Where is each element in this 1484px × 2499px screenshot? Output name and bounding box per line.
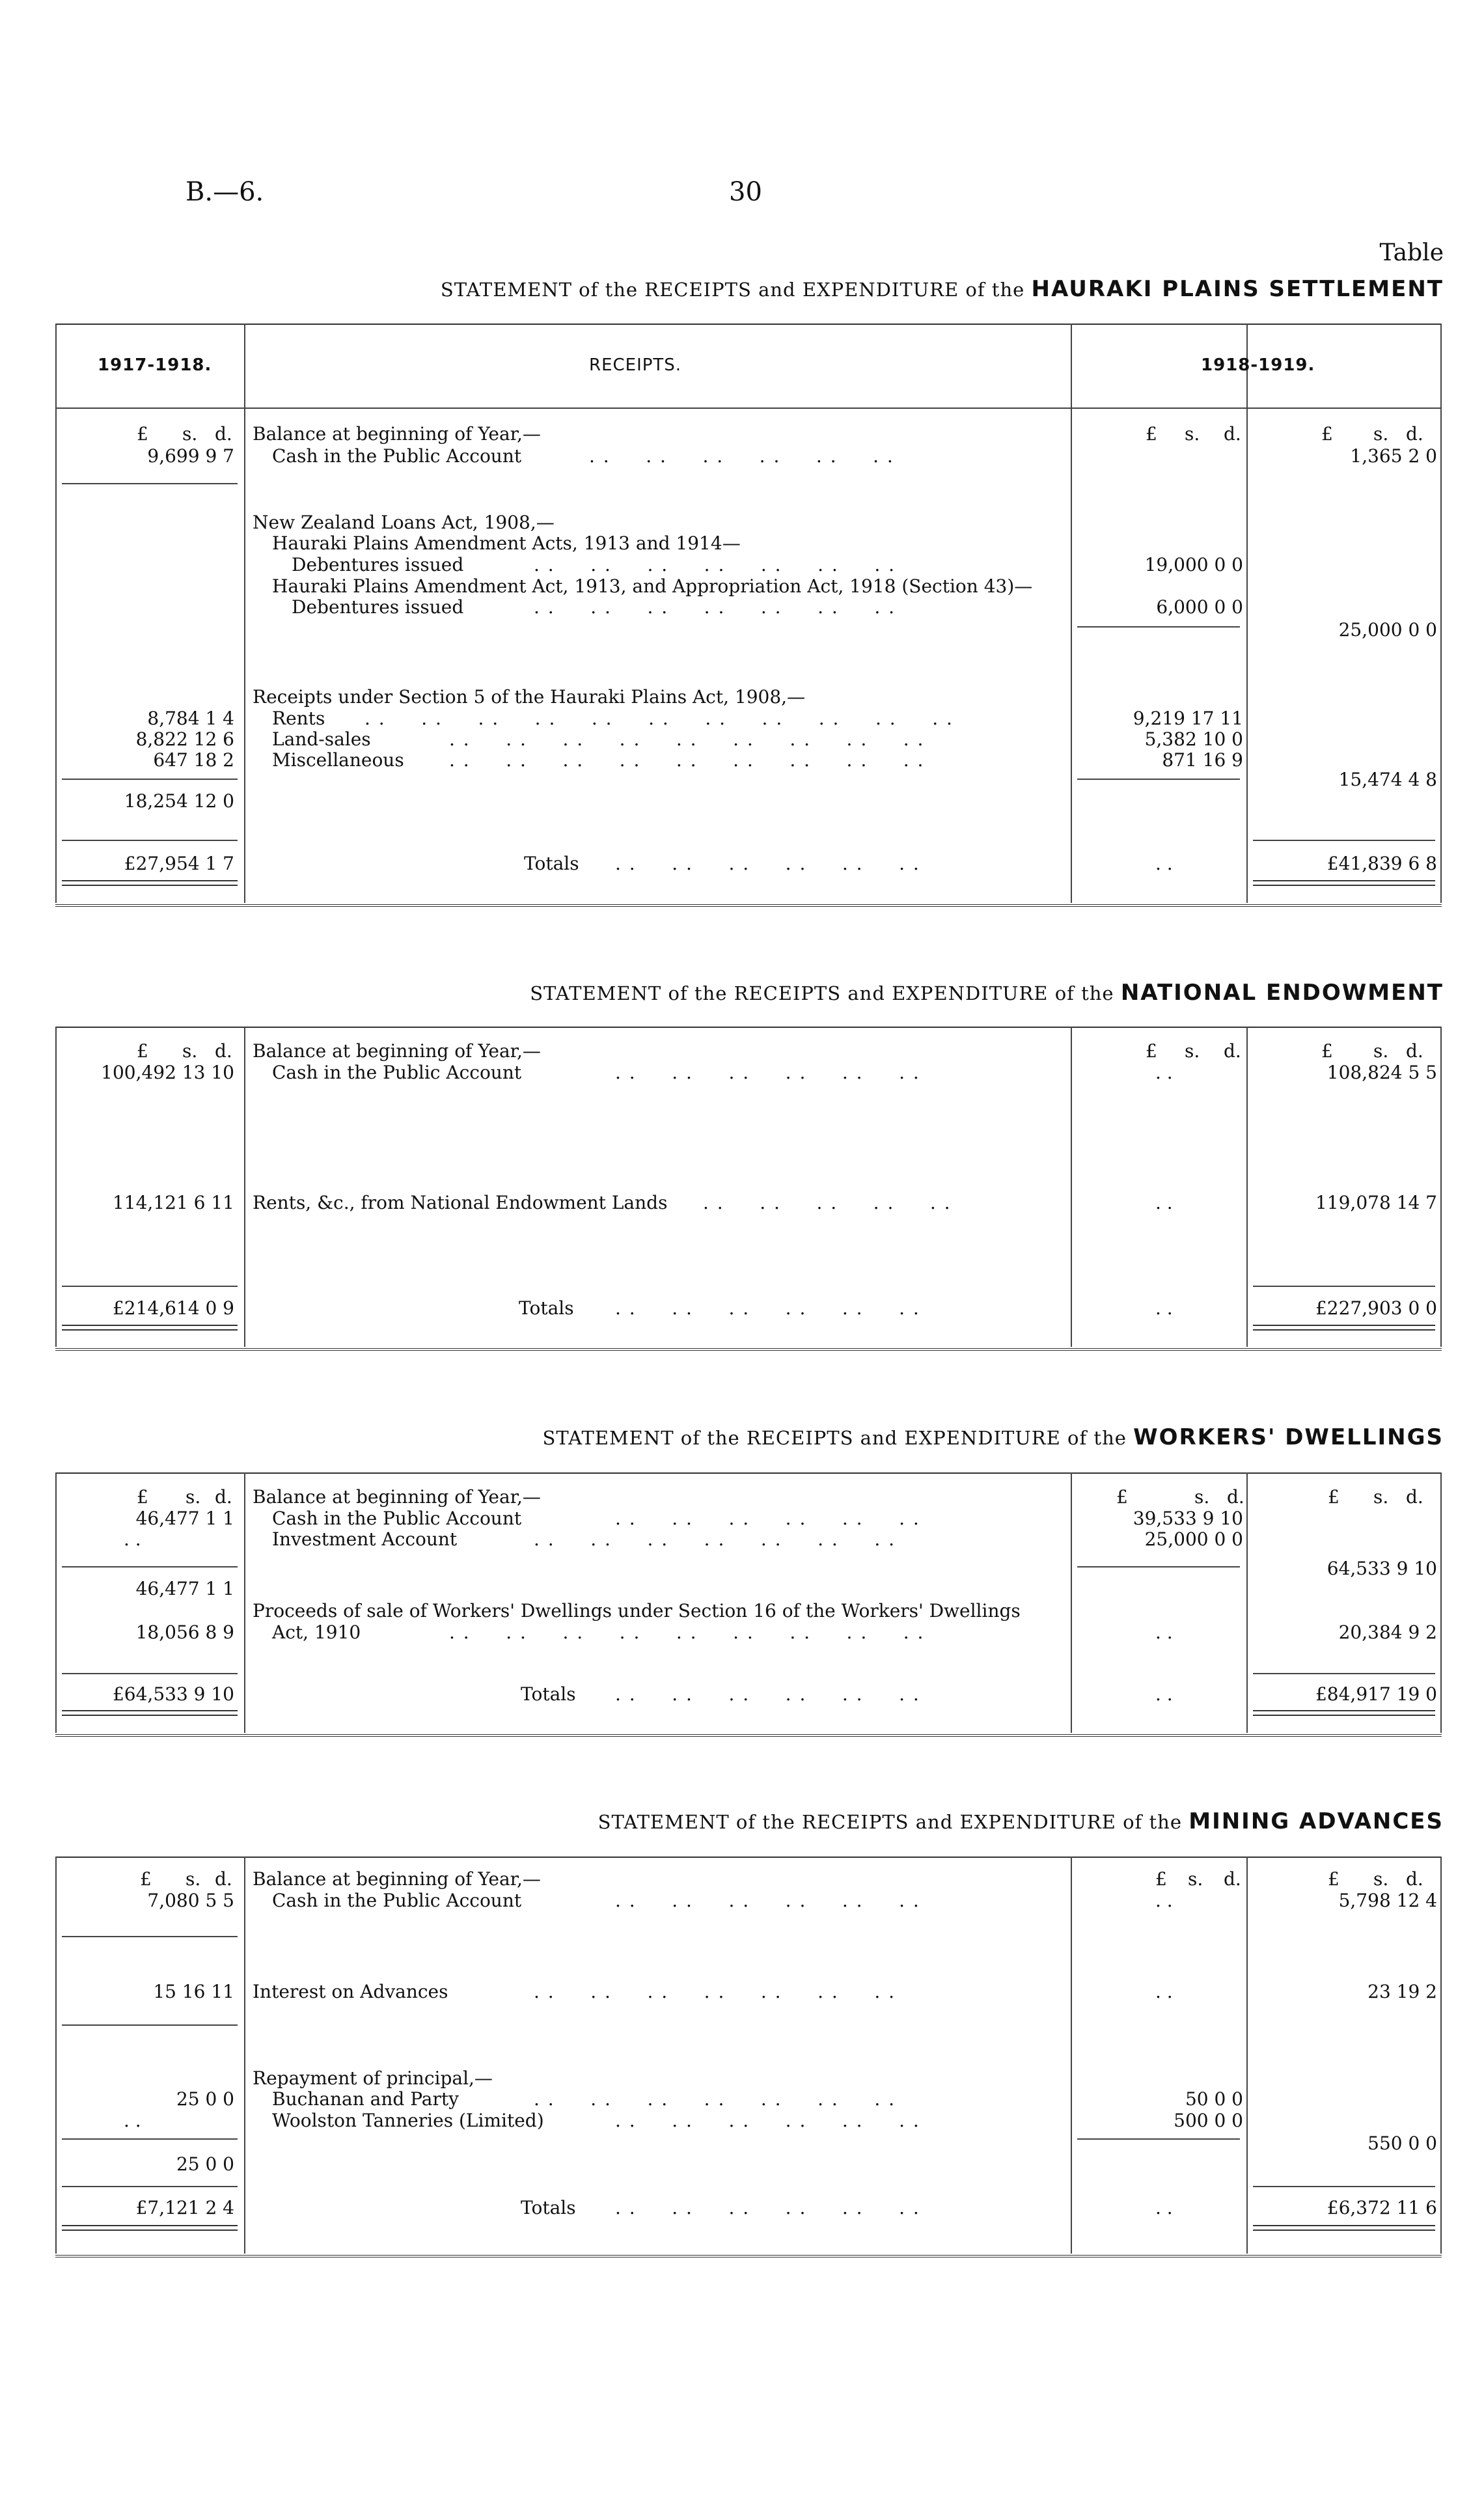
hauraki-heading	[441, 276, 1444, 302]
sec5-label: Receipts under Section 5 of the Hauraki Plains Act, 1908,—	[253, 686, 806, 708]
repay-label: Repayment of principal,—	[253, 2067, 493, 2089]
national-heading-title: NATIONAL ENDOWMENT	[1120, 980, 1444, 1006]
misc-prev: 647 18 2	[153, 749, 234, 771]
leader-dots: . .	[1155, 1890, 1173, 1911]
totals-label: Totals	[519, 1297, 574, 1319]
leader-dots: . .	[124, 2110, 141, 2131]
pound-header: £	[1321, 1040, 1333, 1062]
total-curr: £84,917 19 0	[1315, 1683, 1437, 1705]
totals-label: Totals	[521, 1683, 576, 1705]
shillings-header: s.	[1373, 423, 1389, 445]
leader-dots: . .	[124, 1528, 141, 1550]
totals-label: Totals	[524, 853, 579, 874]
loans-total: 25,000 0 0	[1338, 619, 1437, 641]
col-head-receipts: RECEIPTS.	[589, 355, 682, 375]
total-curr: £6,372 11 6	[1326, 2197, 1437, 2218]
total-prev: £64,533 9 10	[112, 1683, 234, 1705]
deb2-label: Debentures issued	[292, 596, 464, 618]
pound-header: £	[1321, 423, 1333, 445]
balance-label: Balance at beginning of Year,—	[253, 423, 541, 445]
leader-dots: . . . . . . . . . . . .	[589, 445, 894, 467]
rents-prev: 8,784 1 4	[147, 708, 234, 729]
pound-header: £	[1328, 1868, 1340, 1890]
mining-heading-title: MINING ADVANCES	[1189, 1808, 1444, 1834]
deb1-amount: 19,000 0 0	[1144, 554, 1243, 575]
pound-header: £	[140, 1868, 152, 1890]
leader-dots: . . . . . . . . . . . .	[615, 2197, 920, 2218]
leader-dots: . . . . . . . . . . . .	[615, 853, 920, 874]
cash-label: Cash in the Public Account	[272, 1890, 522, 1911]
col-head-prev-year: 1917-1918.	[98, 355, 212, 375]
leader-dots: . .	[1155, 2197, 1173, 2218]
shillings-header: s.	[1188, 1868, 1203, 1890]
repay-prev-total: 25 0 0	[176, 2153, 234, 2175]
deb2-amount: 6,000 0 0	[1156, 596, 1243, 618]
cash-label: Cash in the Public Account	[272, 445, 522, 467]
pound-header: £	[137, 423, 148, 445]
invest-label: Investment Account	[272, 1528, 458, 1550]
interest-curr: 23 19 2	[1367, 1981, 1437, 2002]
total-curr: £227,903 0 0	[1315, 1297, 1437, 1319]
rents-curr: 119,078 14 7	[1315, 1192, 1437, 1213]
shillings-header: s.	[1373, 1868, 1389, 1890]
leader-dots: . . . . . . . . . . . . . . . . . .	[449, 749, 925, 771]
mining-heading-text: STATEMENT of the RECEIPTS and EXPENDITURE of the	[598, 1811, 1183, 1833]
interest-prev: 15 16 11	[153, 1981, 234, 2002]
leader-dots: . . . . . . . . . . . . . .	[534, 2088, 896, 2110]
rents-prev: 114,121 6 11	[112, 1192, 234, 1213]
page-reference: B.—6.	[186, 177, 264, 207]
national-heading-text: STATEMENT of the RECEIPTS and EXPENDITURE of the	[530, 982, 1114, 1004]
misc-label: Miscellaneous	[272, 749, 404, 771]
table-label: Table	[1379, 240, 1444, 266]
leader-dots: . . . . . . . . . . . .	[615, 1508, 920, 1529]
cash-curr: 108,824 5 5	[1326, 1062, 1437, 1083]
cash-curr: 5,798 12 4	[1338, 1890, 1437, 1911]
col-head-curr-year: 1918-1919.	[1201, 355, 1315, 375]
leader-dots: . . . . . . . . . . . . . . . . . .	[449, 728, 925, 750]
buch-amount: 50 0 0	[1185, 2088, 1243, 2110]
leader-dots: . .	[1155, 1062, 1173, 1083]
shillings-header: s.	[1185, 1040, 1200, 1062]
totals-label: Totals	[521, 2197, 576, 2218]
cash-label: Cash in the Public Account	[272, 1508, 522, 1529]
page-number: 30	[729, 177, 762, 207]
leader-dots: . . . . . . . . . . . . . .	[534, 1528, 896, 1550]
buch-prev: 25 0 0	[176, 2088, 234, 2110]
shillings-header: s.	[182, 1040, 198, 1062]
pound-header: £	[1155, 1868, 1167, 1890]
leader-dots: . . . . . . . . . . . .	[615, 1890, 920, 1911]
balance-label: Balance at beginning of Year,—	[253, 1486, 541, 1508]
land-label: Land-sales	[272, 728, 371, 750]
pence-header: d.	[1406, 1868, 1423, 1890]
pence-header: d.	[1406, 1040, 1423, 1062]
buch-label: Buchanan and Party	[272, 2088, 459, 2110]
pence-header: d.	[1227, 1486, 1244, 1508]
pound-header: £	[1328, 1486, 1340, 1508]
rents-label: Rents, &c., from National Endowment Lands	[253, 1192, 668, 1213]
leader-dots: . . . . . . . . . . . . . . . . . .	[449, 1622, 925, 1643]
hauraki-heading-title: HAURAKI PLAINS SETTLEMENT	[1031, 276, 1444, 302]
leader-dots: . .	[1155, 1622, 1173, 1643]
deb1-label: Debentures issued	[292, 554, 464, 575]
cash-prev: 7,080 5 5	[147, 1890, 234, 1911]
total-prev: £214,614 0 9	[112, 1297, 234, 1319]
workers-heading-title: WORKERS' DWELLINGS	[1133, 1424, 1444, 1450]
rents-curr: 9,219 17 11	[1133, 708, 1243, 729]
misc-curr: 871 16 9	[1162, 749, 1243, 771]
pence-header: d.	[215, 1868, 232, 1890]
shillings-header: s.	[1373, 1040, 1389, 1062]
balance-total: 64,533 9 10	[1326, 1558, 1437, 1579]
cash-amount: 39,533 9 10	[1133, 1508, 1243, 1529]
leader-dots: . . . . . . . . . . . .	[615, 1683, 920, 1705]
land-prev: 8,822 12 6	[135, 728, 234, 750]
leader-dots: . . . . . . . . . . . . . .	[534, 596, 896, 618]
balance-label: Balance at beginning of Year,—	[253, 1040, 541, 1062]
cash-prev: 9,699 9 7	[147, 445, 234, 467]
pence-header: d.	[215, 1486, 232, 1508]
shillings-header: s.	[1185, 423, 1200, 445]
pound-header: £	[1146, 1040, 1157, 1062]
shillings-header: s.	[182, 423, 198, 445]
pence-header: d.	[1406, 1486, 1423, 1508]
cash-prev: 100,492 13 10	[101, 1062, 234, 1083]
pound-header: £	[1116, 1486, 1128, 1508]
mining-heading	[598, 1808, 1444, 1834]
pound-header: £	[137, 1486, 148, 1508]
leader-dots: . .	[1155, 1192, 1173, 1213]
shillings-header: s.	[186, 1486, 201, 1508]
amend-label: Hauraki Plains Amendment Acts, 1913 and 1914—	[272, 532, 741, 554]
loans-label: New Zealand Loans Act, 1908,—	[253, 512, 555, 533]
pence-header: d.	[215, 1040, 232, 1062]
leader-dots: . . . . . . . . . . . .	[615, 1062, 920, 1083]
leader-dots: . . . . . . . . . . . .	[615, 2110, 920, 2131]
total-curr: £41,839 6 8	[1326, 853, 1437, 874]
proceeds-label-2: Act, 1910	[272, 1622, 361, 1643]
invest-amount: 25,000 0 0	[1144, 1528, 1243, 1550]
proceeds-curr: 20,384 9 2	[1338, 1622, 1437, 1643]
rents-label: Rents	[272, 708, 325, 729]
workers-heading	[543, 1424, 1444, 1450]
shillings-header: s.	[1373, 1486, 1389, 1508]
pence-header: d.	[1224, 1040, 1241, 1062]
total-prev: £7,121 2 4	[135, 2197, 234, 2218]
repay-total: 550 0 0	[1367, 2133, 1437, 2154]
cash-curr: 1,365 2 0	[1350, 445, 1437, 467]
leader-dots: . . . . . . . . . . . .	[615, 1297, 920, 1319]
interest-label: Interest on Advances	[253, 1981, 448, 2002]
balance-prev-total: 46,477 1 1	[135, 1578, 234, 1599]
pence-header: d.	[1224, 1868, 1241, 1890]
pound-header: £	[1146, 423, 1157, 445]
leader-dots: . .	[1155, 1683, 1173, 1705]
balance-label: Balance at beginning of Year,—	[253, 1868, 541, 1890]
leader-dots: . . . . . . . . . .	[703, 1192, 952, 1213]
leader-dots: . . . . . . . . . . . . . .	[534, 554, 896, 575]
shillings-header: s.	[1194, 1486, 1210, 1508]
hauraki-heading-text: STATEMENT of the RECEIPTS and EXPENDITURE of the	[440, 279, 1025, 301]
cash-label: Cash in the Public Account	[272, 1062, 522, 1083]
proceeds-label: Proceeds of sale of Workers' Dwellings under Section 16 of the Workers' Dwellings	[253, 1600, 1021, 1622]
wool-label: Woolston Tanneries (Limited)	[272, 2110, 544, 2131]
land-curr: 5,382 10 0	[1144, 728, 1243, 750]
leader-dots: . . . . . . . . . . . . . . . . . . . . . .	[364, 708, 954, 729]
proceeds-prev: 18,056 8 9	[135, 1622, 234, 1643]
pence-header: d.	[215, 423, 232, 445]
amend2-label: Hauraki Plains Amendment Act, 1913, and Appropriation Act, 1918 (Section 43)—	[272, 575, 1033, 597]
sec5-prev-total: 18,254 12 0	[124, 790, 234, 812]
pound-header: £	[137, 1040, 148, 1062]
sec5-total: 15,474 4 8	[1338, 769, 1437, 790]
leader-dots: . .	[1155, 1981, 1173, 2002]
national-heading	[530, 980, 1444, 1006]
pence-header: d.	[1406, 423, 1423, 445]
total-prev: £27,954 1 7	[124, 853, 234, 874]
shillings-header: s.	[186, 1868, 201, 1890]
workers-heading-text: STATEMENT of the RECEIPTS and EXPENDITURE of the	[542, 1427, 1127, 1449]
leader-dots: . .	[1155, 853, 1173, 874]
leader-dots: . .	[1155, 1297, 1173, 1319]
cash-prev: 46,477 1 1	[135, 1508, 234, 1529]
pence-header: d.	[1224, 423, 1241, 445]
leader-dots: . . . . . . . . . . . . . .	[534, 1981, 896, 2002]
wool-amount: 500 0 0	[1174, 2110, 1243, 2131]
